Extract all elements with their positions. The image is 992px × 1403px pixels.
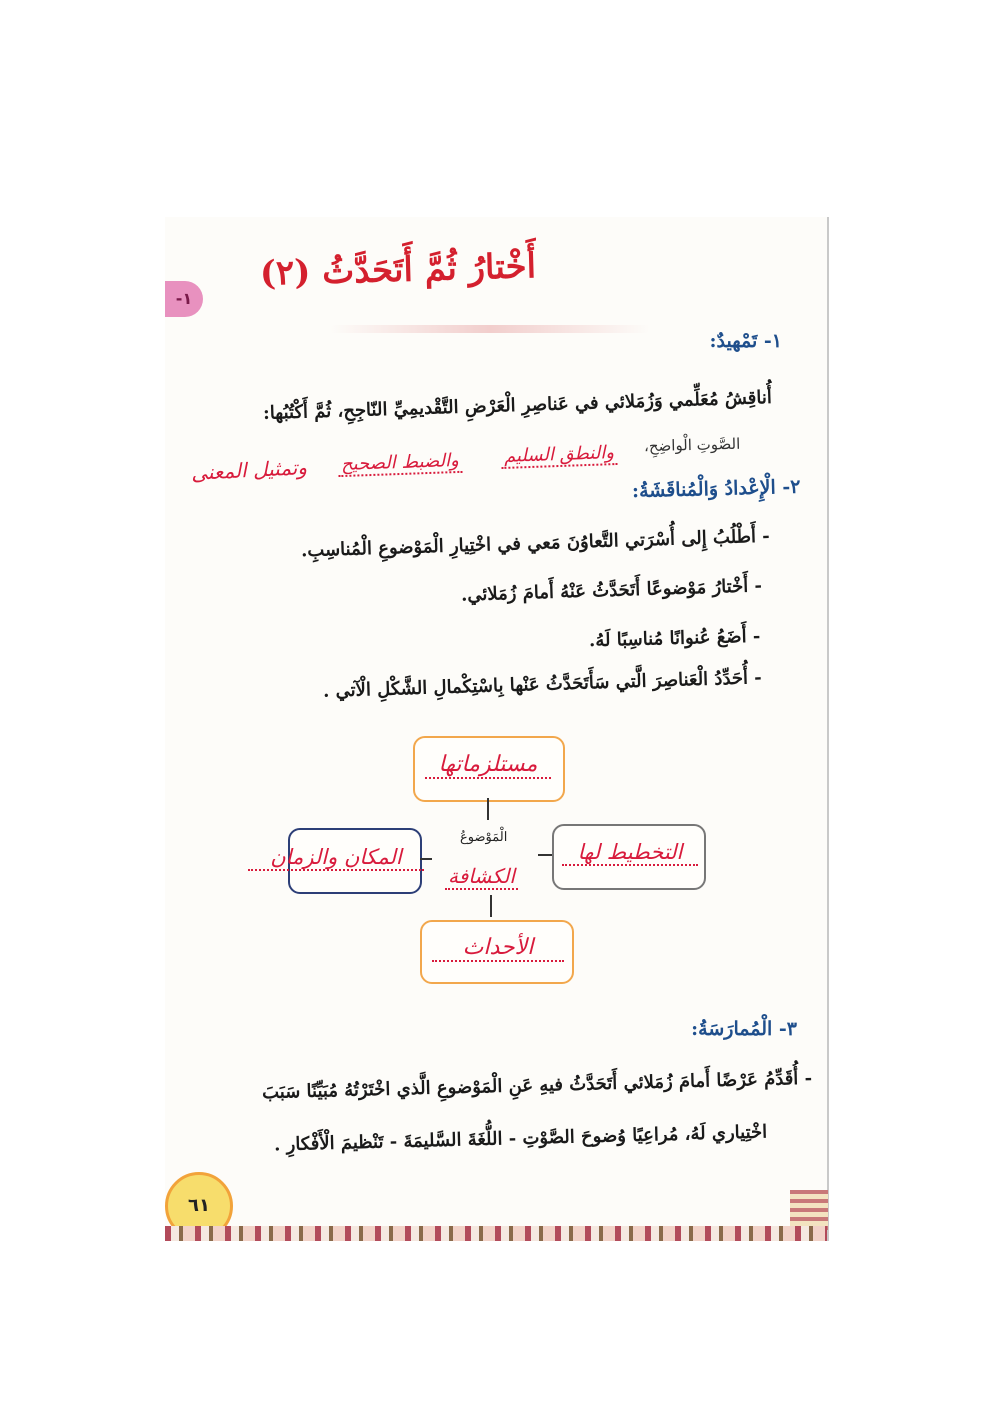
section3-heading: ٣- الْمُمارَسَةُ: [691,1018,797,1040]
diagram-bottom-answer: الأحداث [432,935,564,962]
section1-heading: ١- تَمْهيدٌ: [709,330,782,352]
diagram-center-label: الْمَوْضوعُ [460,830,508,845]
handwritten-answer-1: والنطق السليم [501,442,618,469]
page-number: ٦١ [165,1172,233,1240]
diagram-right-answer: التخطيط لها [562,840,698,866]
handwritten-answer-2: والضبط الصحيح [338,450,463,477]
diagram-connector-right [538,854,552,856]
diagram-left-answer: المكان والزمان [248,845,424,871]
section2-heading: ٢- الْإِعْدادُ وَالْمُناقَشَةُ: [631,475,801,503]
corner-decoration [790,1190,828,1230]
section2-line3: - أَضَعُ عُنوانًا مُناسِبًا لَهُ. [588,625,761,652]
diagram-connector-top [487,798,489,820]
section1-printed-item: الصَّوتِ الْواضِحِ، [643,434,741,456]
title-underline-decoration [330,325,650,333]
page-title: أَخْتارُ ثُمَّ أَتَحَدَّثُ (٢) [259,246,537,294]
section2-line2: - أَخْتارُ مَوْضوعًا أَتَحَدَّثُ عَنْهُ أَمامَ زُمَلائي. [460,575,763,606]
diagram-connector-left [420,858,432,860]
section2-line1: - أَطْلُبُ إِلى أُسْرَتي التَّعاوُنَ مَعي في اخْتِيارِ الْمَوْضوعِ الْمُناسِبِ. [300,525,771,562]
diagram-connector-bottom [490,895,492,917]
section1-line1: أُناقِشُ مُعَلِّمي وَزُمَلائي في عَناصِرِ الْعَرْضِ التَّقْديمِيِّ النّاجِحِ، ثُمَّ أَكْتُبُها: [262,387,773,424]
handwritten-answer-3: وتمثيل المعنى [190,454,308,486]
lesson-badge: -١ [165,281,203,317]
bottom-decorative-strip [165,1226,827,1241]
section2-line4: - أُحَدِّدُ الْعَناصِرَ الَّتي سَأَتَحَدَّثُ عَنْها بِاسْتِكْمالِ الشَّكْلِ الْآتي . [322,667,763,702]
diagram-center-answer: الكشافة [445,864,518,890]
diagram-top-answer: مستلزماتها [425,752,551,779]
section3-line2: اخْتِياري لَهُ، مُراعِيًا وُضوحَ الصَّوْتِ - اللُّغَةَ السَّليمَةَ - تَنْظيمَ الْأَفْكارِ . [273,1121,768,1156]
section3-line1: - أُقَدِّمُ عَرْضًا أَمامَ زُمَلائي أَتَحَدَّثُ فيهِ عَنِ الْمَوْضوعِ الَّذي اخْتَرْتُهُ مُبَيِّنًا سَبَبَ [261,1067,813,1104]
